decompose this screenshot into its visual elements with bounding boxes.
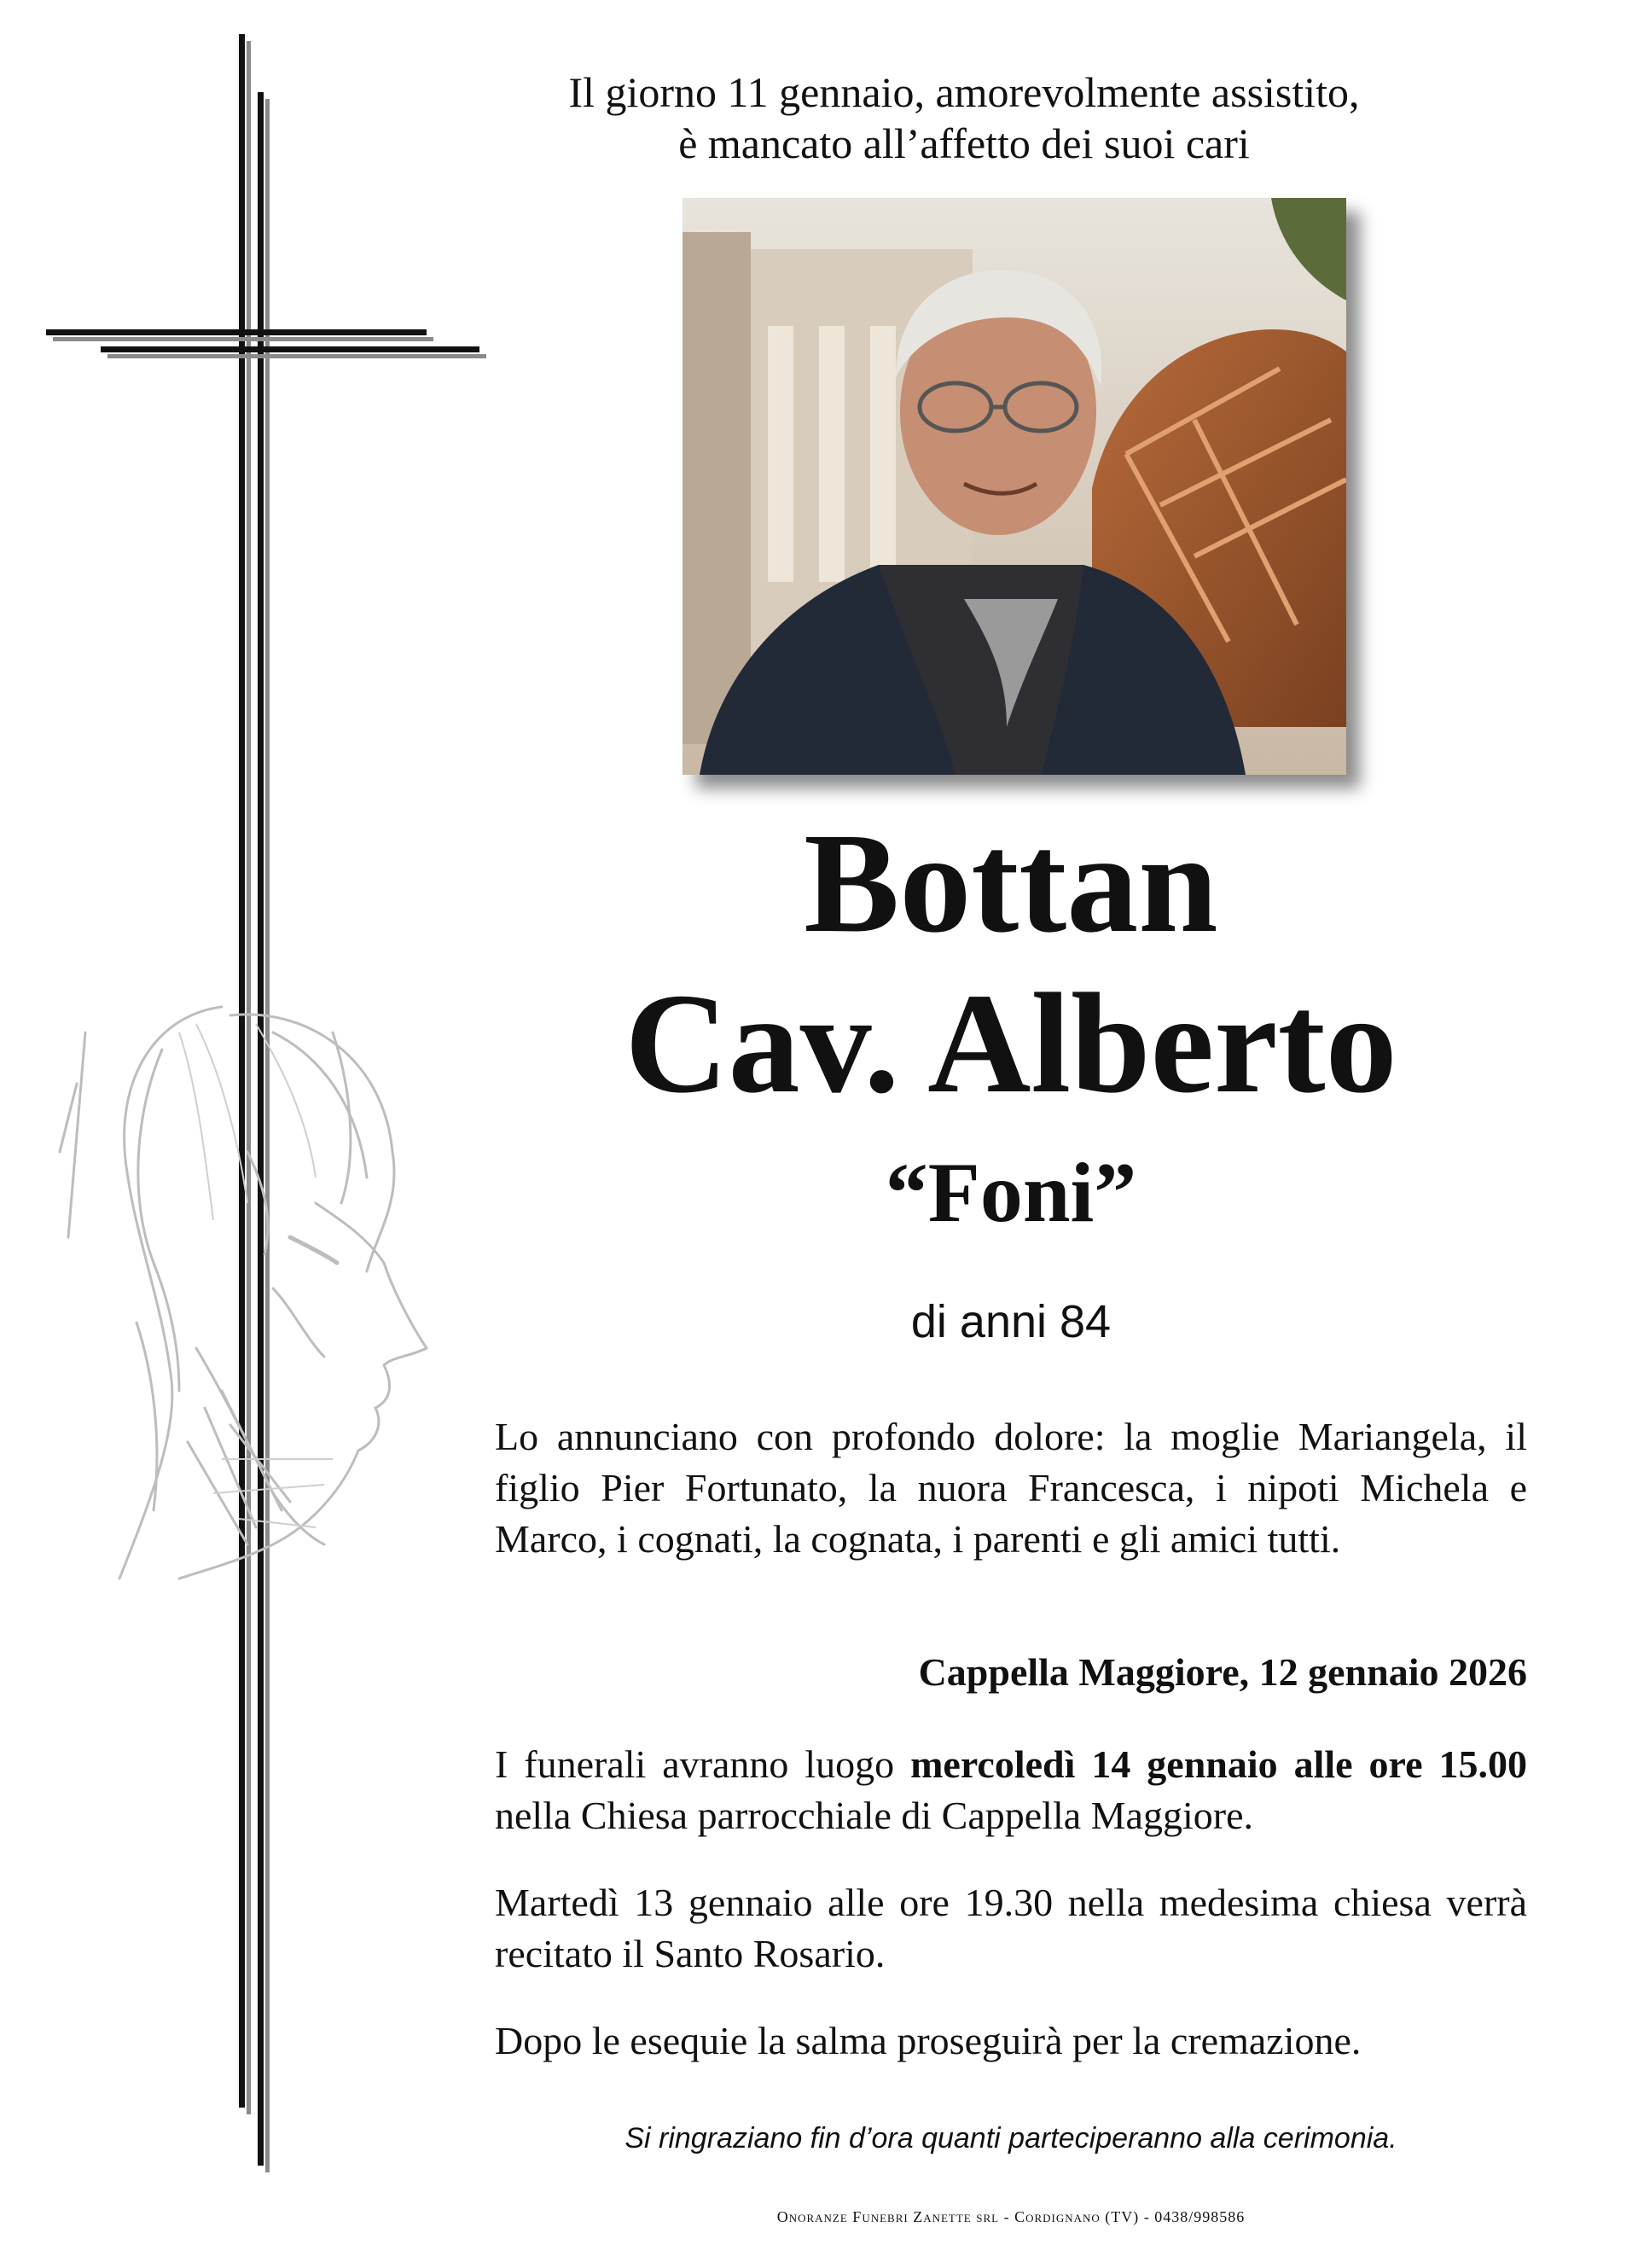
nickname: “Foni” [885, 1145, 1137, 1240]
funeral-date-time: mercoledì 14 gennaio alle ore 15.00 [910, 1742, 1527, 1786]
age: di anni 84 [910, 1296, 1112, 1347]
cremation-paragraph: Dopo le esequie la salma proseguirà per la cremazione. [495, 2019, 1362, 2062]
intro-line-2: è mancato all’affetto dei suoi cari [678, 119, 1250, 167]
place-date: Cappella Maggiore, 12 gennaio 2026 [918, 1650, 1527, 1694]
given-name: Cav. Alberto [624, 964, 1397, 1123]
intro-text [478, 67, 1450, 169]
thanks-note: Si ringraziano fin d’ora quanti parteciperanno alla cerimonia. [624, 2122, 1397, 2155]
portrait-photo [682, 198, 1346, 775]
funeral-paragraph [495, 1739, 1527, 1841]
christ-sketch-illustration [51, 981, 444, 1604]
intro-line-1: Il giorno 11 gennaio, amorevolmente assistito, [568, 68, 1360, 116]
announcement-paragraph: Lo annunciano con profondo dolore: la moglie Mariangela, il figlio Pier Fortunato, la nuora Francesca, i nipoti Michela e Marco, i cognati, la cognata, i parenti e gli amici tutti. [495, 1415, 1527, 1561]
funeral-home-footer: Onoranze Funebri Zanette srl - Cordignano (TV) - 0438/998586 [776, 2208, 1246, 2225]
funeral-text-pre: I funerali avranno luogo [495, 1742, 911, 1786]
rosary-paragraph: Martedì 13 gennaio alle ore 19.30 nella medesima chiesa verrà recitato il Santo Rosario. [495, 1881, 1527, 1975]
funeral-text-post: nella Chiesa parrocchiale di Cappella Maggiore. [495, 1794, 1253, 1837]
surname: Bottan [804, 804, 1218, 962]
